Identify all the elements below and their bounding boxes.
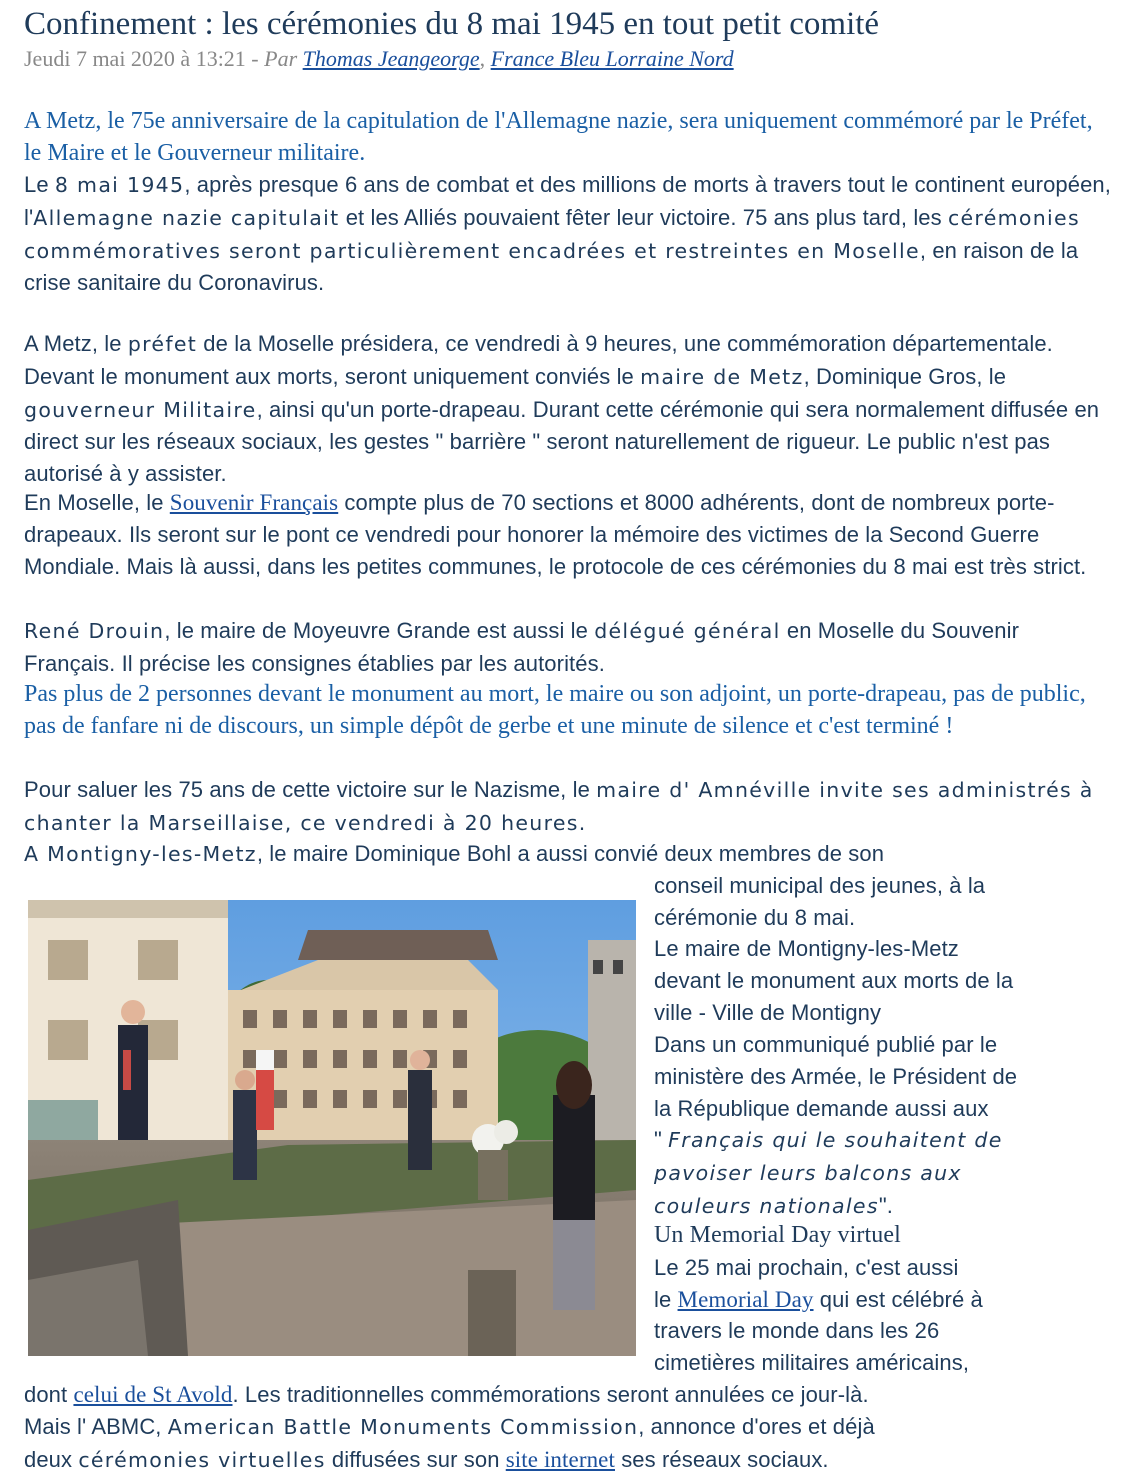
paragraph-4 (24, 615, 1114, 680)
text: , Dominique Gros, le (803, 363, 1007, 389)
memorial-section (654, 1220, 1114, 1379)
text: , le maire Dominique Bohl a aussi convié deux membres de son (256, 841, 885, 866)
article-intro: A Metz, le 75e anniversaire de la capitulation de l'Allemagne nazie, sera uniquement commémoré par le Préfet, le Maire et le Gouverneur militaire. (24, 108, 1093, 166)
paragraph-2 (24, 328, 1114, 490)
text-line: ministère des Armée, le Président de (654, 1063, 1018, 1089)
paragraph-5 (24, 774, 1114, 840)
text: , annonce d'ores et déjà (638, 1413, 875, 1439)
text: en Moselle du Souvenir Français. Il précise les consignes établies par les autorités. (24, 618, 1019, 676)
text: Mais l' ABMC, (24, 1413, 168, 1439)
publish-date: Jeudi 7 mai 2020 à 13:21 - (24, 46, 259, 71)
outlet-link[interactable]: France Bleu Lorraine Nord (490, 46, 734, 71)
text: ses réseaux sociaux. (615, 1446, 829, 1472)
site-internet-link[interactable]: site internet (505, 1446, 615, 1472)
text-line: Dans un communiqué publié par le (654, 1032, 998, 1057)
text: , après presque 6 ans de combat et des millions de morts à travers tout le continent européen, l' (24, 172, 1111, 230)
text-line: travers le monde dans les 26 (654, 1318, 940, 1344)
text: En Moselle, le (24, 490, 170, 515)
text-line: conseil municipal des jeunes, à la (654, 873, 986, 898)
paragraph-6-first-line (24, 838, 1114, 871)
emphasis: A Montigny-les-Metz (24, 842, 257, 866)
emphasis: cérémonies commémoratives seront particulièrement encadrées et restreintes en Moselle (24, 205, 1080, 263)
ceremony-photo-illustration (28, 900, 636, 1356)
text: A Metz, le (24, 331, 128, 356)
section-heading: Un Memorial Day virtuel (654, 1222, 901, 1248)
st-avold-link[interactable]: celui de St Avold (73, 1382, 233, 1407)
mayor-quote: Pas plus de 2 personnes devant le monument au mort, le maire ou son adjoint, un porte-drapeau, pas de public, pas de fanfare ni de discours, un simple dépôt de gerbe et une minute de silence et c'est terminé ! (24, 681, 1086, 739)
text: qui est célébré à (813, 1286, 983, 1312)
paragraph-1 (24, 169, 1114, 299)
emphasis: maire d' Amnéville invite ses administrés à chanter la Marseillaise, ce vendredi à 20 heures. (24, 778, 1094, 835)
paragraph-3 (24, 487, 1114, 582)
text: Pour saluer les 75 ans de cette victoire sur le Nazisme, le (24, 777, 597, 802)
paragraph-7 (654, 1029, 1114, 1223)
paragraph-6-wrap (654, 870, 1114, 934)
text: . Les traditionnelles commémorations seront annulées ce jour-là. (232, 1382, 869, 1407)
author-link[interactable]: Thomas Jeangeorge (302, 46, 480, 71)
caption-line: ville - Ville de Montigny (654, 999, 882, 1025)
article-meta (24, 46, 734, 72)
emphasis: préfet (127, 332, 198, 356)
text: , le maire de Moyeuvre Grande est aussi le (164, 618, 595, 643)
text-line: la République demande aussi aux (654, 1095, 989, 1121)
text: le (654, 1286, 678, 1312)
emphasis: cérémonies virtuelles (78, 1447, 326, 1472)
caption-line: Le maire de Montigny-les-Metz (654, 936, 959, 961)
quoted-text: Français qui le souhaitent de (668, 1128, 1003, 1153)
meta-separator: , (479, 46, 491, 71)
text: et les Alliés pouvaient fêter leur victoire. 75 ans plus tard, les (339, 204, 948, 230)
emphasis: 8 mai 1945 (54, 173, 185, 197)
text-line: Le 25 mai prochain, c'est aussi (654, 1254, 959, 1280)
text: diffusées sur son (325, 1446, 506, 1472)
ceremony-photo (28, 900, 636, 1356)
quoted-text: pavoiser leurs balcons aux (654, 1161, 962, 1186)
emphasis: American Battle Monuments Commission (167, 1414, 639, 1439)
quoted-text: couleurs nationales (654, 1193, 879, 1218)
caption-line: devant le monument aux morts de la (654, 967, 1014, 993)
emphasis: René Drouin (24, 619, 165, 643)
text: dont (24, 1382, 74, 1407)
final-paragraph (24, 1379, 1114, 1476)
text: Le (24, 172, 55, 197)
quote-mark: ". (878, 1192, 893, 1218)
emphasis: Allemagne nazie capitulait (33, 205, 340, 230)
text-line: cimetières militaires américains, (654, 1350, 970, 1376)
article-title: Confinement : les cérémonies du 8 mai 1945 en tout petit comité (24, 6, 880, 42)
text: , en raison de la crise sanitaire du Coronavirus. (24, 237, 1079, 296)
emphasis: délégué général (594, 619, 781, 643)
text: de la Moselle présidera, ce vendredi à 9 heures, une commémoration départementale. Devant le monument aux morts, seront uniquement conviés le (24, 331, 1053, 389)
emphasis: gouverneur Militaire (24, 397, 257, 422)
text: , ainsi qu'un porte-drapeau. Durant cette cérémonie qui sera normalement diffusée en direct sur les réseaux sociaux, les gestes " barrière " seront naturellement de rigueur. Le public n'est pas autorisé à y assister. (24, 396, 1100, 487)
quote-mark: " (654, 1127, 669, 1153)
by-label: Par (264, 46, 298, 71)
souvenir-francais-link[interactable]: Souvenir Français (169, 490, 339, 515)
memorial-day-link[interactable]: Memorial Day (677, 1286, 814, 1312)
photo-caption (654, 933, 1114, 1028)
text: compte plus de 70 sections et 8000 adhérents, dont de nombreux porte-drapeaux. Ils seront sur le pont ce vendredi pour honorer la mémoire des victimes de la Second Guerre Mondiale. Mais là aussi, dans les petites communes, le protocole de ces cérémonies du 8 mai est très strict. (24, 490, 1087, 579)
text: deux (24, 1446, 79, 1472)
emphasis: maire de Metz (640, 364, 804, 389)
text-line: cérémonie du 8 mai. (654, 904, 856, 930)
